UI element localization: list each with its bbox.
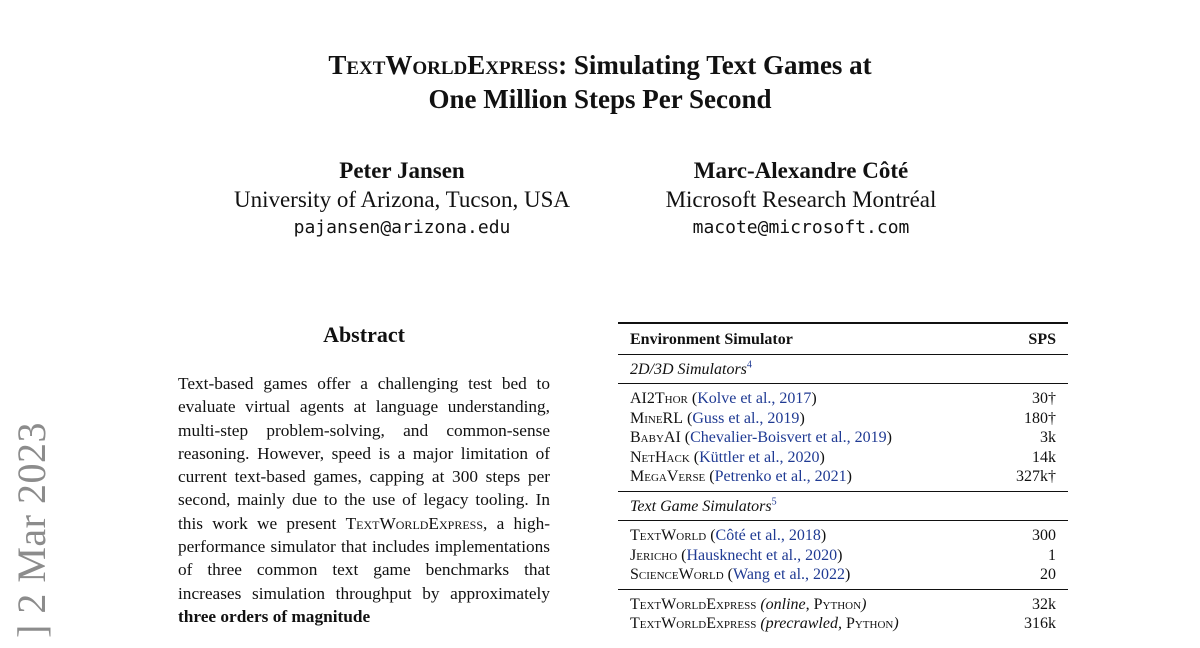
env-name: TextWorld — [630, 527, 707, 544]
title-system-name: TextWorldExpress — [328, 50, 559, 80]
sps-comparison-table — [618, 322, 1068, 634]
run-language: Python — [813, 595, 862, 613]
env-name: TextWorldExpress — [630, 595, 757, 613]
run-language: Python — [845, 615, 894, 632]
col-header-environment: Environment Simulator — [618, 323, 987, 354]
table-row: TextWorld (Côté et al., 2018) 300 — [618, 521, 1068, 546]
table-row: Jericho (Hausknecht et al., 2020) 1 — [618, 546, 1068, 566]
abstract-bold-phrase: three orders of magnitude — [178, 606, 371, 626]
env-name: Jericho — [630, 546, 678, 564]
footnote-marker[interactable]: 4 — [746, 359, 752, 371]
author-block-1 — [200, 156, 604, 242]
group-header-2d3d — [618, 354, 1068, 384]
title-line-2: One Million Steps Per Second — [428, 84, 772, 114]
footnote-marker[interactable]: 5 — [771, 496, 777, 508]
env-name: MineRL — [630, 409, 683, 427]
paper-title — [0, 48, 1200, 116]
citation-link[interactable]: Chevalier-Boisvert et al., 2019 — [690, 429, 887, 446]
author-email[interactable]: pajansen@arizona.edu — [293, 217, 511, 238]
env-name: TextWorldExpress — [630, 615, 757, 632]
env-name: NetHack — [630, 448, 690, 466]
citation-link[interactable]: Hausknecht et al., 2020 — [686, 546, 838, 564]
author-block-2 — [610, 156, 992, 242]
sps-value: 14k — [1032, 448, 1056, 466]
author-email[interactable]: macote@microsoft.com — [692, 217, 910, 238]
table-row: BabyAI (Chevalier-Boisvert et al., 2019) 3k — [618, 428, 1068, 448]
citation-link[interactable]: Côté et al., 2018 — [715, 527, 821, 544]
author-name: Peter Jansen — [339, 158, 465, 183]
sps-value: 30† — [1032, 390, 1056, 407]
citation-link[interactable]: Guss et al., 2019 — [692, 409, 800, 427]
env-name: BabyAI — [630, 429, 681, 446]
env-name: ScienceWorld — [630, 566, 724, 583]
citation-link[interactable]: Küttler et al., 2020 — [699, 448, 820, 466]
table-row: AI2Thor (Kolve et al., 2017) 30† — [618, 384, 1068, 409]
table-row: MineRL (Guss et al., 2019) 180† — [618, 409, 1068, 429]
abstract-text-2: , a high-performance simulator that includes implementations of three common text game benchmarks that increases simulation throughput by approximately — [178, 513, 550, 603]
table-row: TextWorldExpress (online, Python) 32k — [618, 589, 1068, 614]
citation-link[interactable]: Petrenko et al., 2021 — [714, 468, 847, 485]
group-label: Text Game Simulators — [630, 497, 772, 515]
table-row: NetHack (Küttler et al., 2020) 14k — [618, 448, 1068, 468]
group-label: 2D/3D Simulators — [630, 360, 747, 378]
sps-value: 1 — [1048, 546, 1056, 564]
sps-value: 32k — [987, 589, 1068, 614]
table-row: MegaVerse (Petrenko et al., 2021) 327k† — [618, 467, 1068, 491]
abstract-system-name: TextWorldExpress — [345, 513, 484, 533]
abstract-text-1: Text-based games offer a challenging test bed to evaluate virtual agents at language understanding, multi-step problem-solving, and common-sense reasoning. However, speed is a major limitation of current text-based games, capping at 300 steps per second, mainly due to the use of legacy tooling. In this work we present — [178, 374, 550, 533]
citation-link[interactable]: Kolve et al., 2017 — [697, 390, 812, 407]
env-name: MegaVerse — [630, 468, 706, 485]
title-line-1: : Simulating Text Games at — [558, 50, 872, 80]
sps-value: 300 — [1032, 527, 1056, 544]
author-affiliation: University of Arizona, Tucson, USA — [233, 187, 571, 212]
abstract-heading: Abstract — [323, 322, 405, 347]
run-mode: precrawled, — [765, 615, 846, 632]
table-row: TextWorldExpress (precrawled, Python) 316k — [618, 614, 1068, 634]
citation-link[interactable]: Wang et al., 2022 — [733, 566, 846, 583]
col-header-sps: SPS — [987, 323, 1068, 354]
table-row: ScienceWorld (Wang et al., 2022) 20 — [618, 565, 1068, 589]
arxiv-date-stamp: ] 2 Mar 2023 — [9, 422, 54, 638]
env-name: AI2Thor — [630, 390, 688, 407]
group-header-text-games — [618, 491, 1068, 521]
run-mode: online, — [765, 595, 814, 613]
table-header-row — [618, 323, 1068, 354]
sps-value: 3k — [1040, 429, 1056, 446]
abstract-body — [178, 372, 550, 628]
author-name: Marc-Alexandre Côté — [693, 158, 909, 183]
sps-value: 180† — [1024, 409, 1056, 427]
sps-value: 20 — [1040, 566, 1056, 583]
sps-value: 316k — [1024, 615, 1056, 632]
sps-value: 327k† — [1016, 468, 1056, 485]
author-affiliation: Microsoft Research Montréal — [665, 187, 937, 212]
